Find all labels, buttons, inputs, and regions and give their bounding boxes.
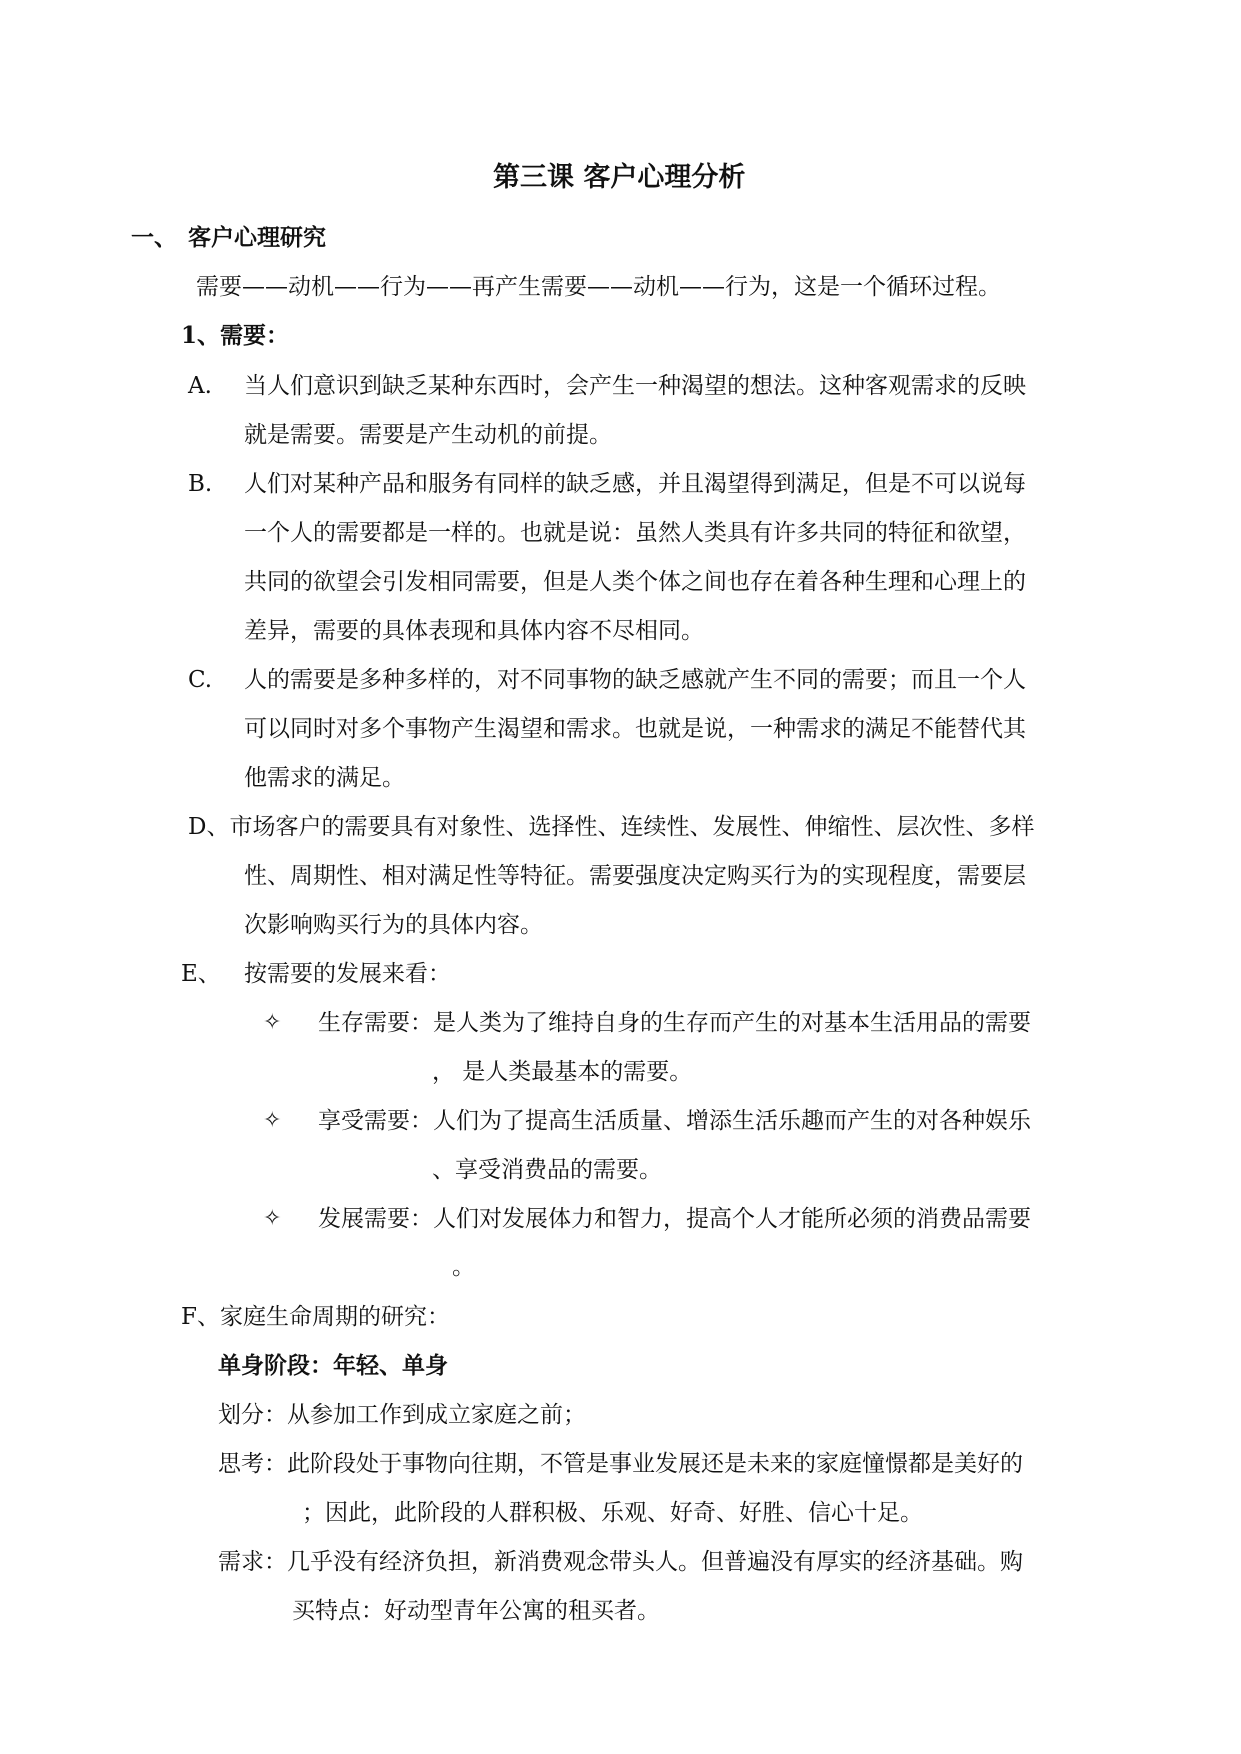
bullet-diamond-icon: ✧ xyxy=(263,1010,282,1035)
stage-thinking-line2: ；因此，此阶段的人群积极、乐观、好奇、好胜、信心十足。 xyxy=(302,1500,923,1526)
bullet-survival-line2: ， 是人类最基本的需要。 xyxy=(432,1059,693,1085)
stage-demand-line2: 买特点：好动型青年公寓的租买者。 xyxy=(292,1598,660,1624)
item-a-line2: 就是需要。需要是产生动机的前提。 xyxy=(244,422,612,448)
item-d-line3: 次影响购买行为的具体内容。 xyxy=(244,912,543,938)
item-e-line1: 按需要的发展来看： xyxy=(244,961,451,987)
item-b-marker: B. xyxy=(188,471,213,497)
item-b-line3: 共同的欲望会引发相同需要，但是人类个体之间也存在着各种生理和心理上的 xyxy=(244,569,1026,595)
stage-heading: 单身阶段：年轻、单身 xyxy=(218,1352,448,1379)
item-f-line1: F、家庭生命周期的研究： xyxy=(181,1304,450,1330)
item-c-marker: C. xyxy=(188,667,213,693)
intro-paragraph: 需要——动机——行为——再产生需要——动机——行为，这是一个循环过程。 xyxy=(196,274,1001,300)
item-c-line3: 他需求的满足。 xyxy=(244,765,405,791)
item-b-line2: 一个人的需要都是一样的。也就是说：虽然人类具有许多共同的特征和欲望， xyxy=(244,520,1026,546)
item-b-line4: 差异，需要的具体表现和具体内容不尽相同。 xyxy=(244,618,704,644)
stage-demand-line1: 需求：几乎没有经济负担，新消费观念带头人。但普遍没有厚实的经济基础。购 xyxy=(218,1549,1023,1575)
subsection-heading: 1、需要： xyxy=(181,322,290,349)
bullet-enjoyment-line2: 、享受消费品的需要。 xyxy=(432,1157,662,1183)
bullet-diamond-icon: ✧ xyxy=(263,1206,282,1231)
section-number: 一、 xyxy=(131,224,177,251)
section-heading: 客户心理研究 xyxy=(188,224,326,251)
item-c-line2: 可以同时对多个事物产生渴望和需求。也就是说，一种需求的满足不能替代其 xyxy=(244,716,1026,742)
item-b-line1: 人们对某种产品和服务有同样的缺乏感，并且渴望得到满足，但是不可以说每 xyxy=(244,471,1026,497)
bullet-development-line1: 发展需要：人们对发展体力和智力，提高个人才能所必须的消费品需要 xyxy=(318,1206,1031,1232)
bullet-enjoyment-line1: 享受需要：人们为了提高生活质量、增添生活乐趣而产生的对各种娱乐 xyxy=(318,1108,1031,1134)
bullet-diamond-icon: ✧ xyxy=(263,1108,282,1133)
item-d-line1: D、市场客户的需要具有对象性、选择性、连续性、发展性、伸缩性、层次性、多样 xyxy=(188,814,1035,840)
stage-division: 划分：从参加工作到成立家庭之前； xyxy=(218,1402,586,1428)
item-e-marker: E、 xyxy=(181,961,221,987)
item-a-marker: A. xyxy=(188,373,212,399)
item-c-line1: 人的需要是多种多样的，对不同事物的缺乏感就产生不同的需要；而且一个人 xyxy=(244,667,1026,693)
bullet-development-line2: 。 xyxy=(452,1254,475,1280)
page-title: 第三课 客户心理分析 xyxy=(493,162,746,193)
item-d-line2: 性、周期性、相对满足性等特征。需要强度决定购买行为的实现程度，需要层 xyxy=(244,863,1026,889)
stage-thinking-line1: 思考：此阶段处于事物向往期，不管是事业发展还是未来的家庭憧憬都是美好的 xyxy=(218,1451,1023,1477)
item-a-line1: 当人们意识到缺乏某种东西时，会产生一种渴望的想法。这种客观需求的反映 xyxy=(244,373,1026,399)
bullet-survival-line1: 生存需要：是人类为了维持自身的生存而产生的对基本生活用品的需要 xyxy=(318,1010,1031,1036)
